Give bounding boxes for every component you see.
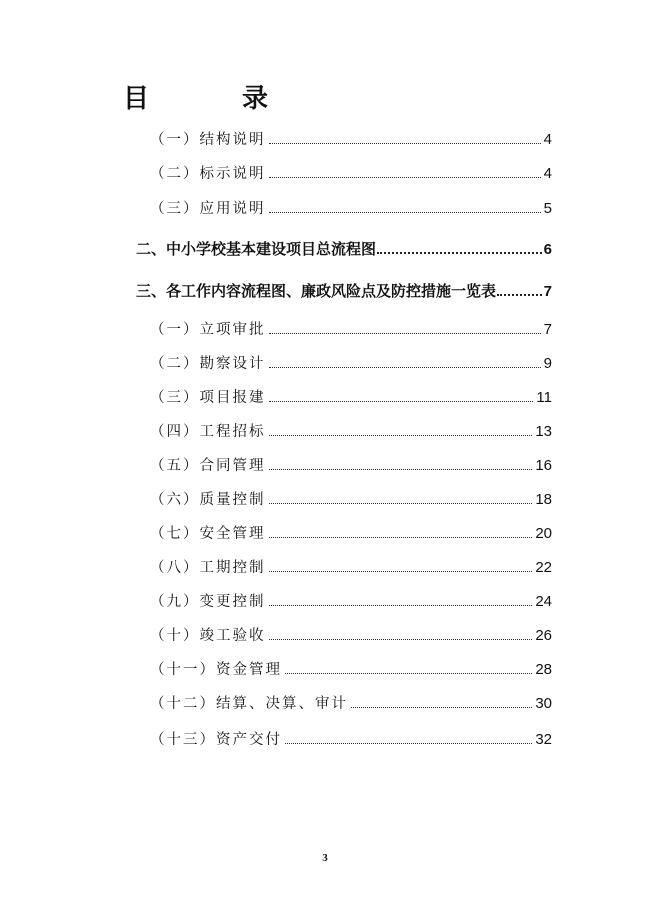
toc-entry[interactable] <box>150 488 552 512</box>
toc-entry[interactable] <box>136 237 552 261</box>
toc-dot-leader <box>269 455 533 470</box>
toc-entry[interactable] <box>150 692 552 716</box>
toc-entry[interactable] <box>150 162 552 186</box>
page-number: 3 <box>322 852 328 864</box>
toc-entry-label: （十二）结算、决算、审计 <box>150 696 348 712</box>
toc-dot-leader <box>285 659 532 674</box>
toc-entry-label: 三、各工作内容流程图、廉政风险点及防控措施一览表 <box>136 282 497 300</box>
toc-entry-label: （十三）资产交付 <box>150 732 282 748</box>
toc-entry-page: 20 <box>535 525 552 542</box>
toc-entry-label: （三）应用说明 <box>150 201 266 217</box>
toc-entry-label: 二、中小学校基本建设项目总流程图 <box>136 240 377 258</box>
toc-entry[interactable] <box>150 728 552 752</box>
toc-entry-page: 16 <box>535 457 552 474</box>
toc-dot-leader <box>269 163 541 178</box>
toc-entry-label: （十一）资金管理 <box>150 662 282 678</box>
toc-dot-leader <box>269 319 541 334</box>
toc-dot-leader <box>269 353 541 368</box>
toc-entry-label: （七）安全管理 <box>150 526 266 542</box>
toc-entry-label: （九）变更控制 <box>150 594 266 610</box>
toc-entry-label: （八）工期控制 <box>150 560 266 576</box>
toc-entry-label: （十）竣工验收 <box>150 628 266 644</box>
toc-entry-page: 28 <box>535 661 552 678</box>
toc-entry-label: （六）质量控制 <box>150 492 266 508</box>
toc-entry[interactable] <box>150 420 552 444</box>
toc-dot-leader <box>285 729 532 744</box>
toc-entry-page: 6 <box>543 241 552 258</box>
toc-entry-page: 9 <box>543 355 552 372</box>
toc-entry[interactable] <box>150 590 552 614</box>
toc-entry[interactable] <box>150 556 552 580</box>
toc-entry-label: （一）立项审批 <box>150 322 266 338</box>
toc-entry-page: 13 <box>535 423 552 440</box>
toc-entry-label: （五）合同管理 <box>150 458 266 474</box>
toc-entry[interactable] <box>150 522 552 546</box>
toc-entry-page: 24 <box>535 593 552 610</box>
toc-dot-leader <box>351 693 532 708</box>
toc-dot-leader <box>269 421 533 436</box>
toc-entry[interactable] <box>150 658 552 682</box>
toc-entry[interactable] <box>150 454 552 478</box>
toc-title: 目 录 <box>123 84 311 114</box>
toc-entry-page: 11 <box>536 389 552 406</box>
toc-entry[interactable] <box>150 318 552 342</box>
toc-entry-page: 22 <box>535 559 552 576</box>
toc-entry-label: （二）标示说明 <box>150 166 266 182</box>
toc-dot-leader <box>269 198 541 213</box>
toc-dot-leader <box>269 523 533 538</box>
toc-dot-leader <box>269 625 533 640</box>
toc-dot-leader <box>269 387 534 402</box>
toc-entry-page: 7 <box>543 283 552 300</box>
toc-entry-page: 4 <box>543 131 552 148</box>
toc-entry[interactable] <box>150 128 552 152</box>
toc-entry-page: 4 <box>543 165 552 182</box>
toc-dot-leader <box>269 489 533 504</box>
toc-entry[interactable] <box>150 197 552 221</box>
toc-entry-page: 7 <box>543 321 552 338</box>
toc-entry-label: （四）工程招标 <box>150 424 266 440</box>
toc-entry-page: 30 <box>535 695 552 712</box>
toc-entry-label: （三）项目报建 <box>150 390 266 406</box>
toc-entry[interactable] <box>150 386 552 410</box>
toc-entry-page: 32 <box>535 731 552 748</box>
toc-entry-page: 5 <box>543 200 552 217</box>
toc-dot-leader <box>269 591 533 606</box>
toc-entry-label: （二）勘察设计 <box>150 356 266 372</box>
toc-entry[interactable] <box>136 279 552 303</box>
toc-dot-leader <box>377 238 542 254</box>
toc-entry[interactable] <box>150 624 552 648</box>
toc-dot-leader <box>269 129 541 144</box>
toc-entry-page: 18 <box>535 491 552 508</box>
toc-entry-label: （一）结构说明 <box>150 132 266 148</box>
toc-dot-leader <box>269 557 533 572</box>
toc-entry-page: 26 <box>535 627 552 644</box>
toc-dot-leader <box>497 280 542 296</box>
toc-entry[interactable] <box>150 352 552 376</box>
